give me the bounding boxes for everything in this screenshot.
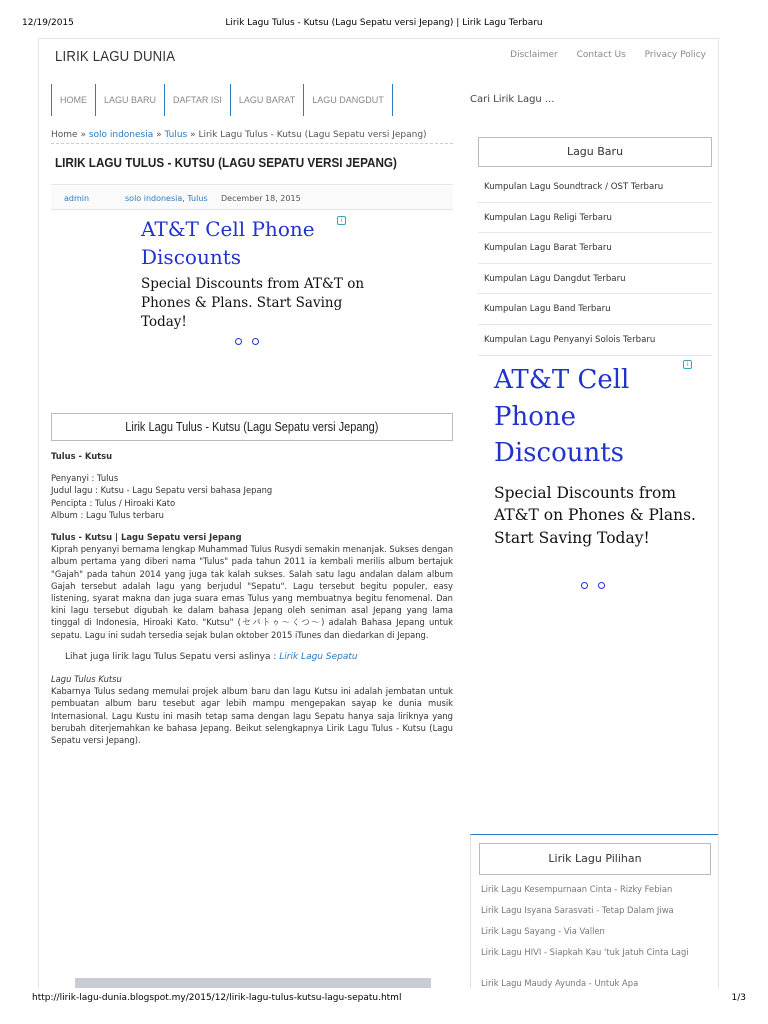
category-tulus[interactable]: Tulus [187, 194, 208, 203]
sidebar-item-solois[interactable]: Kumpulan Lagu Penyanyi Solois Terbaru [478, 325, 712, 356]
info-judul: Judul lagu : Kutsu - Lagu Sepatu versi bahasa Jepang [51, 485, 273, 496]
dot-icon[interactable] [252, 338, 259, 345]
ad-text: Special Discounts from AT&T on Phones & Plans. Start Saving Today! [494, 483, 696, 547]
nav-lagu-barat[interactable]: LAGU BARAT [231, 84, 304, 116]
breadcrumb-current: Lirik Lagu Tulus - Kutsu (Lagu Sepatu versi Jepang) [198, 130, 427, 140]
nav-lagu-baru[interactable]: LAGU BARU [96, 84, 165, 116]
ad-title[interactable]: AT&T Cell Phone Discounts [141, 217, 315, 269]
ad-banner-2[interactable] [494, 362, 704, 549]
lyric-title-box [51, 413, 453, 441]
main-nav [51, 84, 393, 116]
nav-home[interactable]: HOME [52, 84, 96, 116]
print-url: http://lirik-lagu-dunia.blogspot.my/2015/12/lirik-lagu-tulus-kutsu-lagu-sepatu.html [32, 993, 402, 1003]
article-paragraph-1: Kiprah penyanyi bernama lengkap Muhammad Tulus Rusydi semakin menanjak. Sukses dengan album pertama yang diberi nama "Tulus" pada tahun 2011 ia kembali merilis album bertajuk "Gajah" pada tahun 2014 yang juga tak kalah sukses. Salah satu lagu andalan dalam album Gajah tersebut adalah lagu yang berjudul "Sepatu". Lagu tersebut begitu populer, easy listening, syarat makna dan juga suara emas Tulus yang membuatnya begitu fenomenal. Dan kini lagu tersebut digubah ke dalam bahasa Jepang oleh seniman asal Jepang yang lama tinggal di Indonesia, Hiroaki Kato. "Kutsu" (セパトゥ〜くつ〜) adalah Bahasa Jepang untuk sepatu. Lagu ini sudah tersedia sejak bulan oktober 2015 iTunes dan diedarkan di Jepang. [51, 544, 453, 640]
breadcrumb [51, 130, 427, 140]
pilihan-item[interactable]: Lirik Lagu HIVI - Siapkah Kau 'tuk Jatuh Cinta Lagi [481, 947, 689, 957]
lagu-label: Lagu Tulus Kutsu [51, 674, 122, 685]
article-body [51, 450, 453, 746]
breadcrumb-sep: » [153, 130, 165, 140]
ad-pagination-dots[interactable] [235, 338, 259, 345]
sidebar-item-religi[interactable]: Kumpulan Lagu Religi Terbaru [478, 203, 712, 234]
pilihan-item[interactable]: Lirik Lagu Kesempurnaan Cinta - Rizky Febian [481, 884, 673, 894]
see-also-link[interactable]: Lirik Lagu Sepatu [279, 651, 358, 662]
info-penyanyi: Penyanyi : Tulus [51, 473, 119, 484]
video-placeholder[interactable] [75, 978, 431, 988]
post-author[interactable]: admin [64, 194, 90, 203]
print-footer [0, 993, 768, 1013]
breadcrumb-sep: » [187, 130, 199, 140]
breadcrumb-home[interactable]: Home [51, 130, 78, 140]
ad-text: Special Discounts from AT&T on Phones & Plans. Start Saving Today! [141, 276, 365, 330]
site-container [38, 38, 719, 988]
ad-banner-1[interactable] [141, 215, 381, 332]
sidebar-item-dangdut[interactable]: Kumpulan Lagu Dangdut Terbaru [478, 264, 712, 295]
see-also [65, 651, 453, 663]
pilihan-item[interactable]: Lirik Lagu Maudy Ayunda - Untuk Apa [481, 978, 639, 988]
nav-daftar-isi[interactable]: DAFTAR ISI [165, 84, 231, 116]
lagu-baru-list [478, 172, 712, 356]
lirik-pilihan-title: Lirik Lagu Pilihan [479, 843, 711, 875]
print-title: Lirik Lagu Tulus - Kutsu (Lagu Sepatu versi Jepang) | Lirik Lagu Terbaru [225, 18, 543, 28]
info-pencipta: Pencipta : Tulus / Hiroaki Kato [51, 497, 176, 508]
breadcrumb-solo-indonesia[interactable]: solo indonesia [88, 130, 154, 140]
article-heading: Tulus - Kutsu [51, 451, 113, 461]
print-header [0, 0, 768, 30]
breadcrumb-tulus[interactable]: Tulus [164, 130, 188, 140]
category-solo-indonesia[interactable]: solo indonesia [125, 194, 183, 203]
privacy-policy-link[interactable]: Privacy Policy [644, 50, 706, 60]
lyric-title: Lirik Lagu Tulus - Kutsu (Lagu Sepatu versi Jepang) [125, 420, 379, 434]
divider [51, 143, 453, 144]
article-paragraph-2: Kabarnya Tulus sedang memulai projek album baru dan lagu Kutsu ini adalah jembatan untuk pembuatan album baru tesebut agar lebih mampu mengepakan sayap ke dunia musik Internasional. Lagu Kustu ini masih tetap sama dengan lagu Sepatu hanya saja liriknya yang berubah diterjemahkan ke bahasa Jepang. Beikut selengkapnya Lirik Lagu Tulus - Kutsu (Lagu Sepatu versi Jepang). [51, 686, 453, 746]
print-page-number: 1/3 [731, 993, 746, 1003]
site-title[interactable]: LIRIK LAGU DUNIA [55, 48, 176, 65]
dot-icon[interactable] [581, 582, 588, 589]
lirik-pilihan-list [481, 882, 717, 988]
dot-icon[interactable] [235, 338, 242, 345]
sidebar-item-barat[interactable]: Kumpulan Lagu Barat Terbaru [478, 233, 712, 264]
post-date: December 18, 2015 [221, 194, 301, 203]
disclaimer-link[interactable]: Disclaimer [510, 50, 558, 60]
lagu-baru-title: Lagu Baru [478, 137, 712, 167]
adchoices-icon[interactable]: i [337, 216, 346, 225]
post-categories [125, 194, 208, 203]
post-meta [51, 184, 453, 210]
article-subheading: Tulus - Kutsu | Lagu Sepatu versi Jepang [51, 532, 242, 543]
ad-pagination-dots[interactable] [581, 582, 605, 589]
info-album: Album : Lagu Tulus terbaru [51, 509, 164, 520]
nav-lagu-dangdut[interactable]: LAGU DANGDUT [304, 84, 393, 116]
post-title: LIRIK LAGU TULUS - KUTSU (LAGU SEPATU VERSI JEPANG) [55, 155, 397, 170]
lirik-pilihan-widget [470, 834, 719, 988]
dot-icon[interactable] [598, 582, 605, 589]
top-links [494, 50, 706, 60]
adchoices-icon[interactable]: i [683, 360, 692, 369]
pilihan-item[interactable]: Lirik Lagu Sayang - Via Vallen [481, 926, 605, 936]
search-input[interactable]: Cari Lirik Lagu ... [470, 94, 555, 105]
sidebar-item-band[interactable]: Kumpulan Lagu Band Terbaru [478, 294, 712, 325]
ad-title[interactable]: AT&T Cell Phone Discounts [494, 365, 630, 468]
pilihan-item[interactable]: Lirik Lagu Isyana Sarasvati - Tetap Dalam Jiwa [481, 905, 674, 915]
contact-us-link[interactable]: Contact Us [576, 50, 626, 60]
print-date: 12/19/2015 [22, 18, 74, 28]
breadcrumb-sep: » [77, 130, 89, 140]
category-sep: , [182, 194, 188, 203]
sidebar-item-soundtrack[interactable]: Kumpulan Lagu Soundtrack / OST Terbaru [478, 172, 712, 203]
see-also-text: Lihat juga lirik lagu Tulus Sepatu versi aslinya : [65, 651, 280, 662]
